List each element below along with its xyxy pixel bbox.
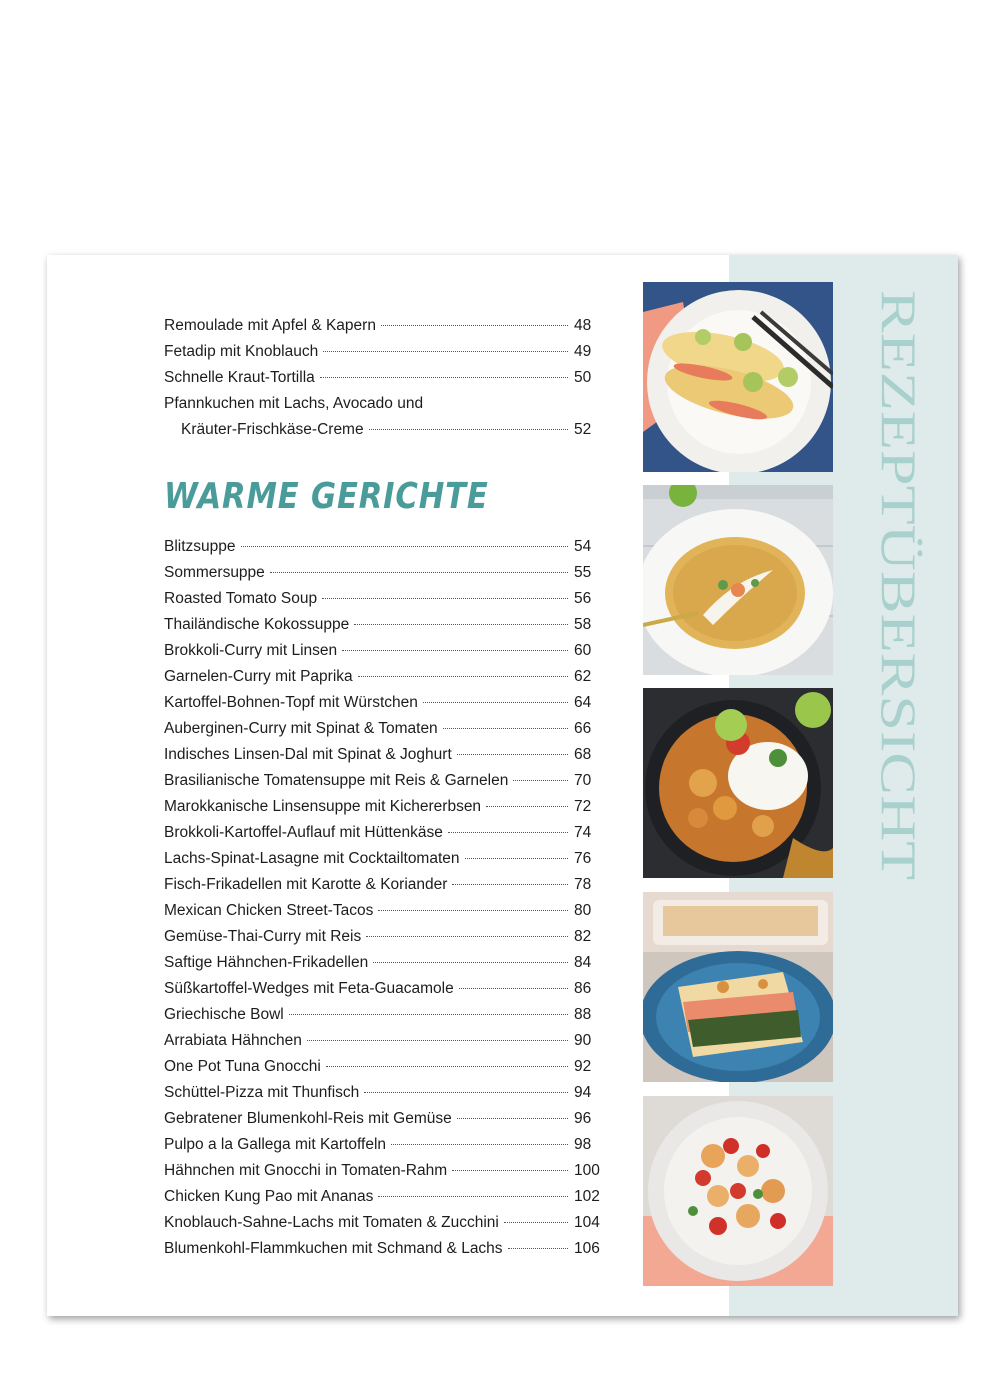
toc-entry[interactable] (164, 872, 604, 898)
leader-dots (320, 377, 568, 378)
book-page (47, 255, 958, 1316)
leader-dots (326, 1066, 568, 1067)
leader-dots (457, 1118, 568, 1119)
toc-entry[interactable] (164, 742, 604, 768)
toc-entry-page: 76 (574, 850, 592, 867)
toc-entry-page: 84 (574, 954, 592, 971)
leader-dots (358, 676, 568, 677)
toc-entry[interactable] (164, 1210, 604, 1236)
photo-chicken-gnocchi (643, 1096, 833, 1286)
photo-coconut-soup (643, 485, 833, 675)
toc-entry-title: Indisches Linsen-Dal mit Spinat & Joghurt (164, 746, 452, 763)
toc-entry-page: 86 (574, 980, 592, 997)
leader-dots (381, 325, 568, 326)
toc-entry[interactable] (164, 534, 604, 560)
leader-dots (364, 1092, 568, 1093)
leader-dots (307, 1040, 568, 1041)
toc-entry-title: Fisch-Frikadellen mit Karotte & Koriander (164, 876, 448, 893)
toc-entry-page: 100 (574, 1162, 600, 1179)
toc-entry-title: Marokkanische Linsensuppe mit Kichererbsen (164, 798, 482, 815)
toc-entry-page: 90 (574, 1032, 592, 1049)
toc-entry[interactable] (164, 313, 604, 339)
toc-entry-page: 66 (574, 720, 592, 737)
toc-entry[interactable] (164, 1028, 604, 1054)
toc-entry-title: Gebratener Blumenkohl-Reis mit Gemüse (164, 1110, 452, 1127)
toc-entry-title: Roasted Tomato Soup (164, 590, 318, 607)
leader-dots (443, 728, 568, 729)
leader-dots (448, 832, 568, 833)
toc-entry-title: One Pot Tuna Gnocchi (164, 1058, 321, 1075)
toc-entry-title: Griechische Bowl (164, 1006, 284, 1023)
toc-entry-title: Kräuter-Frischkäse-Creme (181, 421, 364, 438)
leader-dots (373, 962, 568, 963)
leader-dots (486, 806, 568, 807)
toc-entry-title: Mexican Chicken Street-Tacos (164, 902, 374, 919)
toc-entry-title: Garnelen-Curry mit Paprika (164, 668, 353, 685)
table-of-contents (164, 313, 604, 1262)
leader-dots (354, 624, 568, 625)
toc-entry[interactable] (164, 1080, 604, 1106)
toc-entry[interactable] (164, 898, 604, 924)
toc-entry-title: Brokkoli-Curry mit Linsen (164, 642, 338, 659)
toc-entry[interactable] (164, 820, 604, 846)
toc-entry-multiline-line2[interactable] (164, 417, 604, 443)
toc-entry-page: 50 (574, 369, 592, 386)
toc-entry-title: Blitzsuppe (164, 538, 236, 555)
photo-curry-rice (643, 688, 833, 878)
toc-entry-page: 64 (574, 694, 592, 711)
toc-entry-page: 48 (574, 317, 592, 334)
toc-entry[interactable] (164, 1158, 604, 1184)
leader-dots (513, 780, 568, 781)
toc-entry-page: 92 (574, 1058, 592, 1075)
leader-dots (391, 1144, 568, 1145)
toc-entry-title: Brasilianische Tomatensuppe mit Reis & Garnelen (164, 772, 509, 789)
leader-dots (366, 936, 568, 937)
toc-entry-page: 98 (574, 1136, 592, 1153)
section-heading: WARME GERICHTE (164, 476, 489, 517)
toc-entry[interactable] (164, 976, 604, 1002)
toc-entry-title: Fetadip mit Knoblauch (164, 343, 319, 360)
leader-dots (241, 546, 568, 547)
leader-dots (508, 1248, 568, 1249)
leader-dots (457, 754, 568, 755)
toc-entry[interactable] (164, 924, 604, 950)
leader-dots (342, 650, 568, 651)
toc-entry-page: 102 (574, 1188, 600, 1205)
toc-entry[interactable] (164, 365, 604, 391)
toc-entry-page: 82 (574, 928, 592, 945)
toc-entry-page: 88 (574, 1006, 592, 1023)
toc-entry[interactable] (164, 586, 604, 612)
toc-entry-title: Sommersuppe (164, 564, 265, 581)
toc-entry-page: 78 (574, 876, 592, 893)
toc-entry-multiline-line1: Pfannkuchen mit Lachs, Avocado und (164, 395, 424, 412)
toc-entry-page: 68 (574, 746, 592, 763)
toc-entry-title: Auberginen-Curry mit Spinat & Tomaten (164, 720, 438, 737)
toc-entry-title: Lachs-Spinat-Lasagne mit Cocktailtomaten (164, 850, 460, 867)
toc-entry[interactable] (164, 950, 604, 976)
leader-dots (459, 988, 568, 989)
toc-entry-title: Arrabiata Hähnchen (164, 1032, 302, 1049)
toc-entry-page: 96 (574, 1110, 592, 1127)
toc-entry-page: 52 (574, 421, 592, 438)
toc-entry[interactable] (164, 768, 604, 794)
toc-entry-title: Saftige Hähnchen-Frikadellen (164, 954, 369, 971)
toc-entry[interactable] (164, 560, 604, 586)
toc-entry[interactable] (164, 1184, 604, 1210)
leader-dots (452, 1170, 568, 1171)
leader-dots (322, 598, 568, 599)
toc-entry[interactable] (164, 1002, 604, 1028)
toc-entry-title: Brokkoli-Kartoffel-Auflauf mit Hüttenkäse (164, 824, 443, 841)
toc-entry[interactable] (164, 638, 604, 664)
toc-entry-page: 106 (574, 1240, 600, 1257)
toc-entry-page: 62 (574, 668, 592, 685)
toc-entry-page: 94 (574, 1084, 592, 1101)
toc-entry[interactable] (164, 690, 604, 716)
leader-dots (369, 429, 568, 430)
toc-entry[interactable] (164, 794, 604, 820)
toc-entry[interactable] (164, 1132, 604, 1158)
toc-entry-page: 72 (574, 798, 592, 815)
toc-entry[interactable] (164, 1106, 604, 1132)
toc-entry-title: Blumenkohl-Flammkuchen mit Schmand & Lachs (164, 1240, 503, 1257)
photo-pancakes (643, 282, 833, 472)
toc-entry-title: Schüttel-Pizza mit Thunfisch (164, 1084, 360, 1101)
leader-dots (323, 351, 568, 352)
leader-dots (289, 1014, 568, 1015)
toc-entry-page: 104 (574, 1214, 600, 1231)
toc-entry-page: 58 (574, 616, 592, 633)
toc-entry[interactable] (164, 664, 604, 690)
leader-dots (270, 572, 568, 573)
toc-entry-title: Gemüse-Thai-Curry mit Reis (164, 928, 362, 945)
leader-dots (378, 1196, 568, 1197)
toc-entry[interactable] (164, 1236, 604, 1262)
toc-entry-page: 70 (574, 772, 592, 789)
toc-entry-page: 56 (574, 590, 592, 607)
toc-entry-page: 60 (574, 642, 592, 659)
leader-dots (465, 858, 568, 859)
side-title: REZEPTÜBERSICHT (871, 290, 927, 881)
toc-entry-page: 55 (574, 564, 592, 581)
photo-lasagna (643, 892, 833, 1082)
toc-entry-page: 80 (574, 902, 592, 919)
toc-entry[interactable] (164, 1054, 604, 1080)
toc-entry[interactable] (164, 716, 604, 742)
toc-entry-title: Pulpo a la Gallega mit Kartoffeln (164, 1136, 387, 1153)
toc-entry-title: Remoulade mit Apfel & Kapern (164, 317, 376, 334)
toc-entry-page: 74 (574, 824, 592, 841)
toc-entry-title: Chicken Kung Pao mit Ananas (164, 1188, 374, 1205)
toc-entry[interactable] (164, 846, 604, 872)
toc-entry[interactable] (164, 612, 604, 638)
toc-entry-title: Kartoffel-Bohnen-Topf mit Würstchen (164, 694, 418, 711)
toc-entry-title: Schnelle Kraut-Tortilla (164, 369, 315, 386)
toc-entry[interactable] (164, 339, 604, 365)
toc-entry-page: 49 (574, 343, 592, 360)
toc-entry-title: Hähnchen mit Gnocchi in Tomaten-Rahm (164, 1162, 448, 1179)
leader-dots (378, 910, 568, 911)
toc-entry-title: Süßkartoffel-Wedges mit Feta-Guacamole (164, 980, 454, 997)
toc-entry-page: 54 (574, 538, 592, 555)
leader-dots (452, 884, 568, 885)
toc-entry-title: Knoblauch-Sahne-Lachs mit Tomaten & Zucchini (164, 1214, 499, 1231)
toc-entry-title: Thailändische Kokossuppe (164, 616, 350, 633)
leader-dots (423, 702, 568, 703)
leader-dots (504, 1222, 568, 1223)
